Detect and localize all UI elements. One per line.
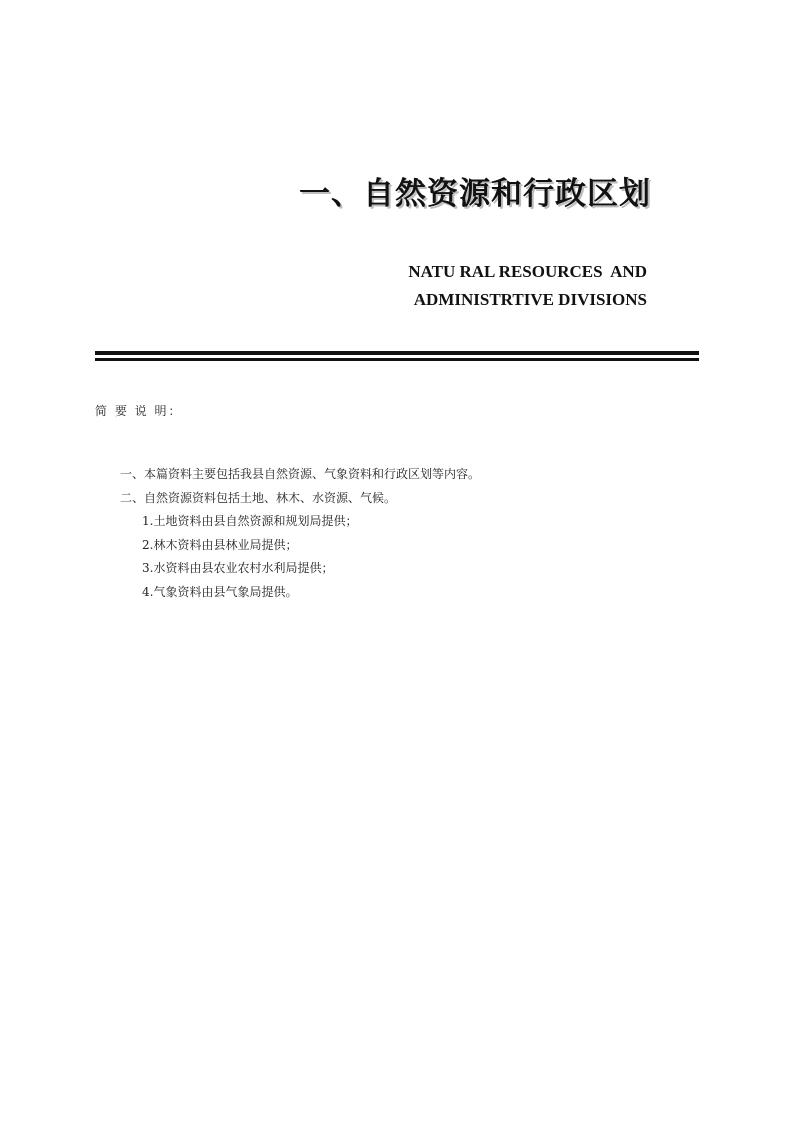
divider-thick [95,351,699,355]
note-subitem-4: 4.气象资料由县气象局提供。 [142,584,298,599]
note-subitem-3: 3.水资料由县农业农村水利局提供； [142,561,334,575]
chapter-title: 一、自然资源和行政区划 [299,176,651,212]
summary-notes [120,463,480,604]
note-item-2: 二、自然资源资料包括土地、林木、水资源、气候。 [120,490,397,505]
english-title-line-2: ADMINISTRTIVE DIVISIONS [413,290,647,309]
note-subitem-2: 2.林木资料由县林业局提供； [142,537,298,552]
english-title [408,258,647,314]
english-title-line-1: NATU RAL RESOURCES AND [408,262,647,281]
note-item-1: 一、本篇资料主要包括我县自然资源、气象资料和行政区划等内容。 [120,467,481,481]
summary-heading: 简 要 说 明： [95,404,183,418]
divider-thin [95,358,699,361]
note-subitem-1: 1.土地资料由县自然资源和规划局提供； [142,514,358,528]
